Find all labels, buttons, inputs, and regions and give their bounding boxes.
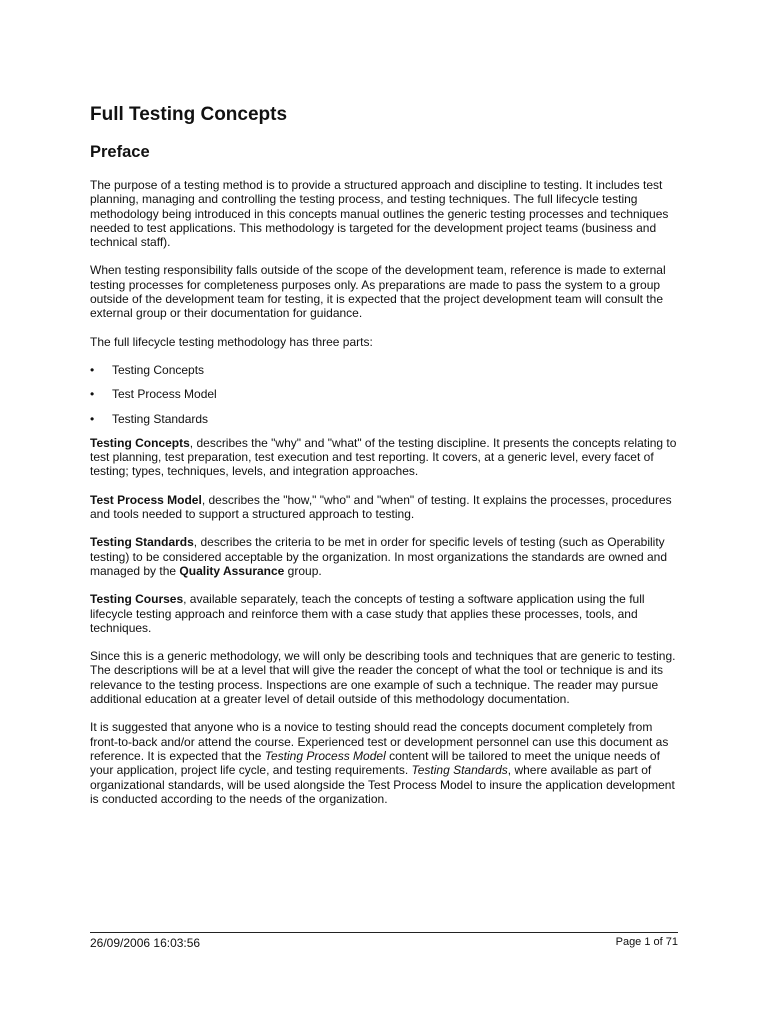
list-item-label: Testing Standards: [112, 411, 209, 426]
term-testing-concepts: Testing Concepts: [90, 435, 190, 450]
paragraph-purpose: The purpose of a testing method is to provide a structured approach and discipline to testing. It includes test planning, managing and controlling the testing process, and testing techniques. The full lifecycle testing methodology being introduced in this concepts manual outlines the generic testing processes and techniques needed to test applications. This methodology is targeted for the development project teams (business and technical staff).: [90, 178, 669, 250]
footer-page-number: Page 1 of 71: [615, 936, 678, 948]
section-title: Preface: [90, 143, 150, 161]
term-testing-courses: Testing Courses: [90, 592, 184, 607]
paragraph-test-process-model: [90, 493, 678, 522]
document-body: [90, 178, 678, 820]
paragraph-text: , describes the criteria to be met in order for specific levels of testing (such as Operability testing) to be considered acceptable by the organization. In most organizations the standards are owned and managed by the: [90, 535, 668, 578]
parts-list: [90, 363, 678, 426]
bullet-icon: •: [90, 411, 95, 426]
list-item: [90, 363, 678, 377]
term-testing-process-model: Testing Process Model: [264, 748, 386, 763]
paragraph-text: , available separately, teach the concepts of testing a software application using the full lifecycle testing approach and reinforce them with a case study that applies these processes, tools, and techniques.: [90, 592, 645, 635]
paragraph-text: content will be tailored to meet the unique needs of your application, project life cycle, and testing requirements.: [90, 748, 660, 778]
term-testing-standards: Testing Standards: [90, 535, 194, 550]
paragraph-three-parts: The full lifecycle testing methodology has three parts:: [90, 334, 373, 349]
list-item: [90, 412, 678, 426]
term-testing-standards-italic: Testing Standards: [411, 763, 508, 778]
list-item-label: Testing Concepts: [112, 362, 205, 377]
paragraph-text: , describes the "how," "who" and "when" of testing. It explains the processes, procedures and tools needed to support a structured approach to testing.: [90, 492, 672, 522]
paragraph-testing-concepts: [90, 436, 678, 479]
document-title: Full Testing Concepts: [90, 104, 288, 125]
paragraph-suggestion: [90, 720, 678, 806]
paragraph-text: , where available as part of organizational standards, will be used alongside the Test Process Model to insure the application development is conducted according to the needs of the organization.: [90, 763, 675, 806]
paragraph-responsibility: When testing responsibility falls outside of the scope of the development team, reference is made to external testing processes for completeness purposes only. As preparations are made to pass the system to a group outside of the development team for testing, it is expected that the project development team will consult the external group or their documentation for guidance.: [90, 263, 666, 321]
bullet-icon: •: [90, 387, 95, 402]
paragraph-text: , describes the "why" and "what" of the testing discipline. It presents the concepts relating to test planning, test preparation, test execution and test reporting. It covers, at a generic level, every facet of testing; types, techniques, levels, and integration approaches.: [90, 435, 677, 479]
footer-timestamp: 26/09/2006 16:03:56: [90, 936, 201, 950]
paragraph-text: It is suggested that anyone who is a novice to testing should read the concepts document completely from front-to-back and/or attend the course. Experienced test or development personnel can use this document as reference. It is expected that the: [90, 720, 669, 763]
list-item-label: Test Process Model: [112, 387, 217, 402]
list-item: [90, 387, 678, 401]
footer-divider: [90, 932, 678, 933]
paragraph-testing-standards: [90, 535, 678, 578]
bullet-icon: •: [90, 362, 95, 377]
paragraph-testing-courses: [90, 592, 678, 635]
term-test-process-model: Test Process Model: [90, 492, 202, 507]
paragraph-generic-methodology: Since this is a generic methodology, we will only be describing tools and techniques that are generic to testing. The descriptions will be at a level that will give the reader the concept of what the tool or technique is and its relevance to the testing process. Inspections are one example of such a technique. The reader may pursue additional education at a greater level of detail outside of this methodology documentation.: [90, 649, 676, 707]
term-quality-assurance: Quality Assurance: [179, 563, 285, 578]
paragraph-text: group.: [284, 563, 322, 578]
